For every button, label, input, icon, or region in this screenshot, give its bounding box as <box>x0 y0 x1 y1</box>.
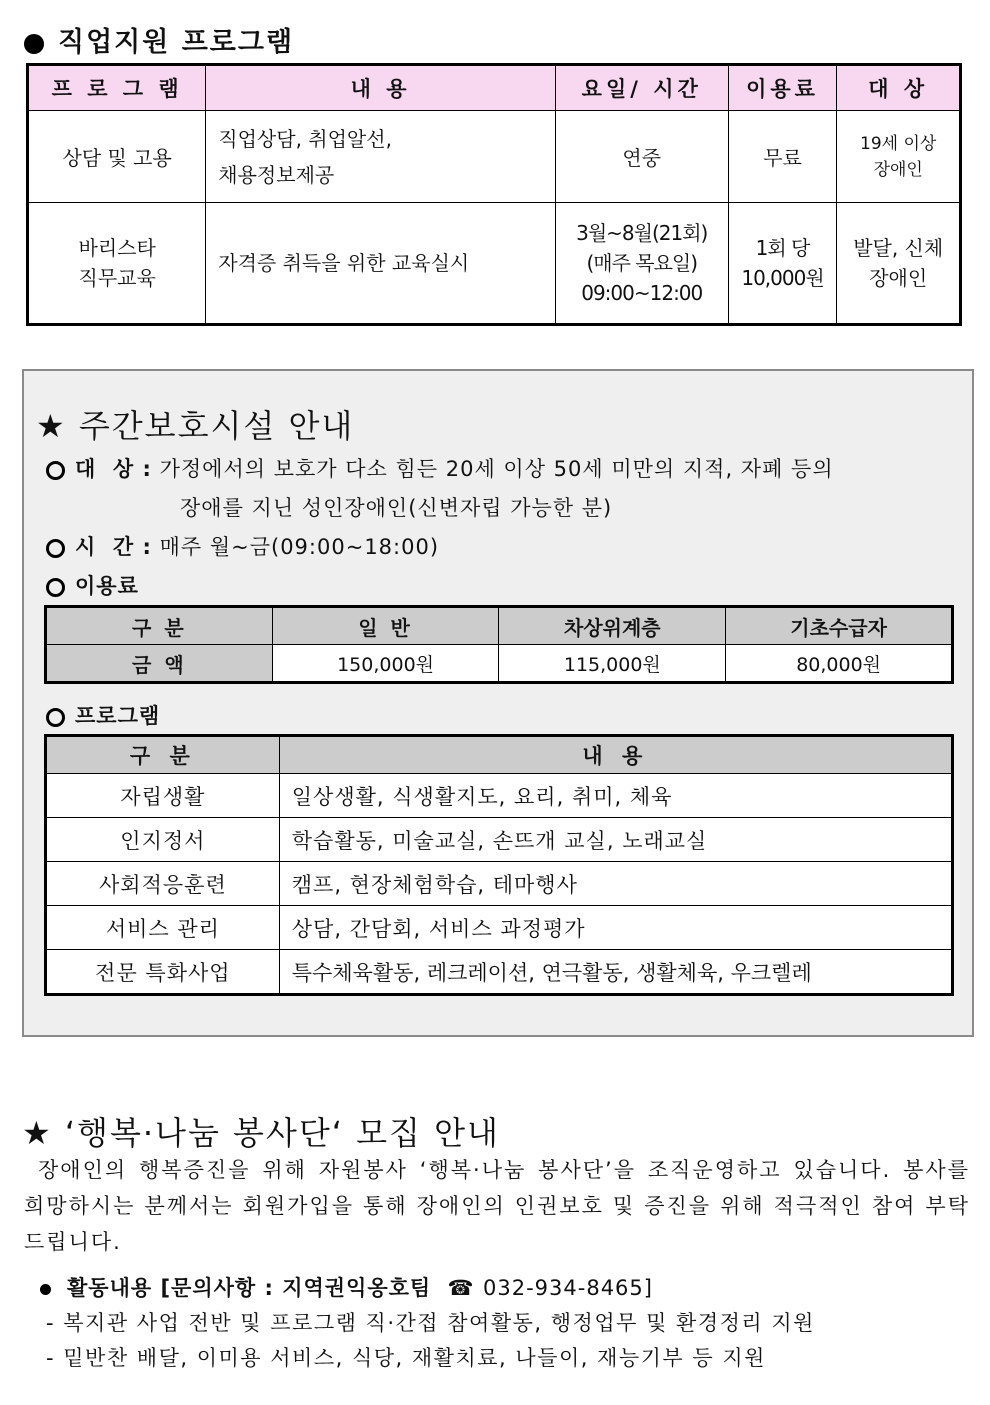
activity-item: - 밑반찬 배달, 이미용 서비스, 식당, 재활치료, 나들이, 재능기부 등 지원 <box>46 1346 766 1370</box>
schedule-line: 09:00~12:00 <box>581 281 703 305</box>
program-fee <box>728 203 837 325</box>
circle-bullet-icon <box>46 708 65 727</box>
time-label: 시 간 : <box>75 535 152 559</box>
phone-icon: ☎ <box>447 1276 475 1300</box>
fee-table <box>44 605 954 684</box>
content-line: 직업상담, 취업알선, <box>218 126 392 151</box>
section1-title: 직업지원 프로그램 <box>58 27 295 58</box>
fee-value: 150,000원 <box>272 645 499 683</box>
program-fee: 무료 <box>728 111 837 203</box>
table-row <box>28 203 961 325</box>
target-line: 발달, 신체 <box>853 236 944 260</box>
program-detail: 캠프, 현장체험학습, 테마행사 <box>279 862 952 906</box>
program-schedule: 연중 <box>555 111 728 203</box>
bullet-icon <box>24 34 44 54</box>
activity-item: - 복지관 사업 전반 및 프로그램 직·간접 참여활동, 행정업무 및 환경정리 지원 <box>46 1311 815 1335</box>
target-line: 19세 이상 <box>860 133 937 154</box>
job-support-table <box>26 63 962 326</box>
time-text: 매주 월~금(09:00~18:00) <box>159 535 440 559</box>
day-care-box <box>22 369 974 1037</box>
section2-title: ★ 주간보호시설 안내 <box>36 407 355 445</box>
program-detail: 상담, 간담회, 서비스 과정평가 <box>279 906 952 950</box>
program-detail: 일상생활, 식생활지도, 요리, 취미, 체육 <box>279 774 952 818</box>
program-category: 인지정서 <box>46 818 280 862</box>
fee-row-label: 금 액 <box>46 645 273 683</box>
fee-header-row <box>46 607 953 645</box>
table-row <box>28 111 961 203</box>
table-row <box>46 950 953 995</box>
schedule-line: (매주 목요일) <box>586 251 698 275</box>
circle-bullet-icon <box>46 578 65 597</box>
table-row <box>46 774 953 818</box>
program-header: 내 용 <box>279 736 952 774</box>
program-target <box>837 203 961 325</box>
fee-line: 10,000원 <box>741 266 824 290</box>
program-header: 구 분 <box>46 736 280 774</box>
program-label: 프로그램 <box>75 704 161 728</box>
target-line: 장애인 <box>869 266 928 290</box>
program-detail: 학습활동, 미술교실, 손뜨개 교실, 노래교실 <box>279 818 952 862</box>
program-content <box>206 111 556 203</box>
header-content: 내 용 <box>206 65 556 111</box>
header-schedule: 요일/ 시간 <box>555 65 728 111</box>
target-line: 장애인 <box>873 159 923 180</box>
fee-heading <box>46 570 139 600</box>
table-row <box>46 862 953 906</box>
program-name: 바리스타 직무교육 <box>28 203 206 325</box>
target-label: 대 상 : <box>75 457 152 481</box>
fee-header: 차상위계층 <box>499 607 726 645</box>
header-program: 프 로 그 램 <box>28 65 206 111</box>
table-row <box>46 818 953 862</box>
program-detail: 특수체육활동, 레크레이션, 연극활동, 생활체육, 우크렐레 <box>279 950 952 995</box>
activity-line <box>40 1272 653 1302</box>
program-category: 전문 특화사업 <box>46 950 280 995</box>
program-heading <box>46 700 160 730</box>
fee-line: 1회 당 <box>755 236 810 260</box>
program-content: 자격증 취득을 위한 교육실시 <box>206 203 556 325</box>
table-row <box>46 906 953 950</box>
schedule-line: 3월~8월(21회) <box>576 221 708 245</box>
target-text: 가정에서의 보호가 다소 힘든 20세 이상 50세 미만의 지적, 자폐 등의 <box>159 457 834 481</box>
phone-number: 032-934-8465] <box>483 1276 653 1300</box>
program-target <box>837 111 961 203</box>
program-schedule <box>555 203 728 325</box>
program-category: 서비스 관리 <box>46 906 280 950</box>
section3-title: ★ ‘행복·나눔 봉사단‘ 모집 안내 <box>22 1114 500 1152</box>
volunteer-paragraph: 장애인의 행복증진을 위해 자원봉사 ‘행복·나눔 봉사단’을 조직운영하고 있습니다. 봉사를 희망하시는 분께서는 회원가입을 통해 장애인의 인권보호 및 증진을 위해 적극적인 참여 부탁드립니다. <box>24 1158 970 1254</box>
program-category: 자립생활 <box>46 774 280 818</box>
circle-bullet-icon <box>46 461 65 480</box>
time-line <box>46 531 439 561</box>
program-header-row <box>46 736 953 774</box>
circle-bullet-icon <box>46 539 65 558</box>
program-category: 사회적응훈련 <box>46 862 280 906</box>
fee-value-row <box>46 645 953 683</box>
program-name: 상담 및 고용 <box>28 111 206 203</box>
program-table <box>44 734 954 996</box>
header-target: 대 상 <box>837 65 961 111</box>
content-line: 채용정보제공 <box>218 162 335 187</box>
fee-header: 일 반 <box>272 607 499 645</box>
bullet-icon <box>40 1284 51 1295</box>
fee-header: 구 분 <box>46 607 273 645</box>
fee-label: 이용료 <box>75 574 139 598</box>
target-line-1 <box>46 453 834 483</box>
header-fee: 이용료 <box>728 65 837 111</box>
section1-heading <box>24 20 294 59</box>
table-header-row <box>28 65 961 111</box>
fee-value: 115,000원 <box>499 645 726 683</box>
fee-value: 80,000원 <box>726 645 953 683</box>
target-text-2: 장애를 지닌 성인장애인(신변자립 가능한 분) <box>180 496 613 520</box>
activity-label: 활동내용 [문의사항 : 지역권익옹호팀 <box>67 1276 432 1300</box>
fee-header: 기초수급자 <box>726 607 953 645</box>
